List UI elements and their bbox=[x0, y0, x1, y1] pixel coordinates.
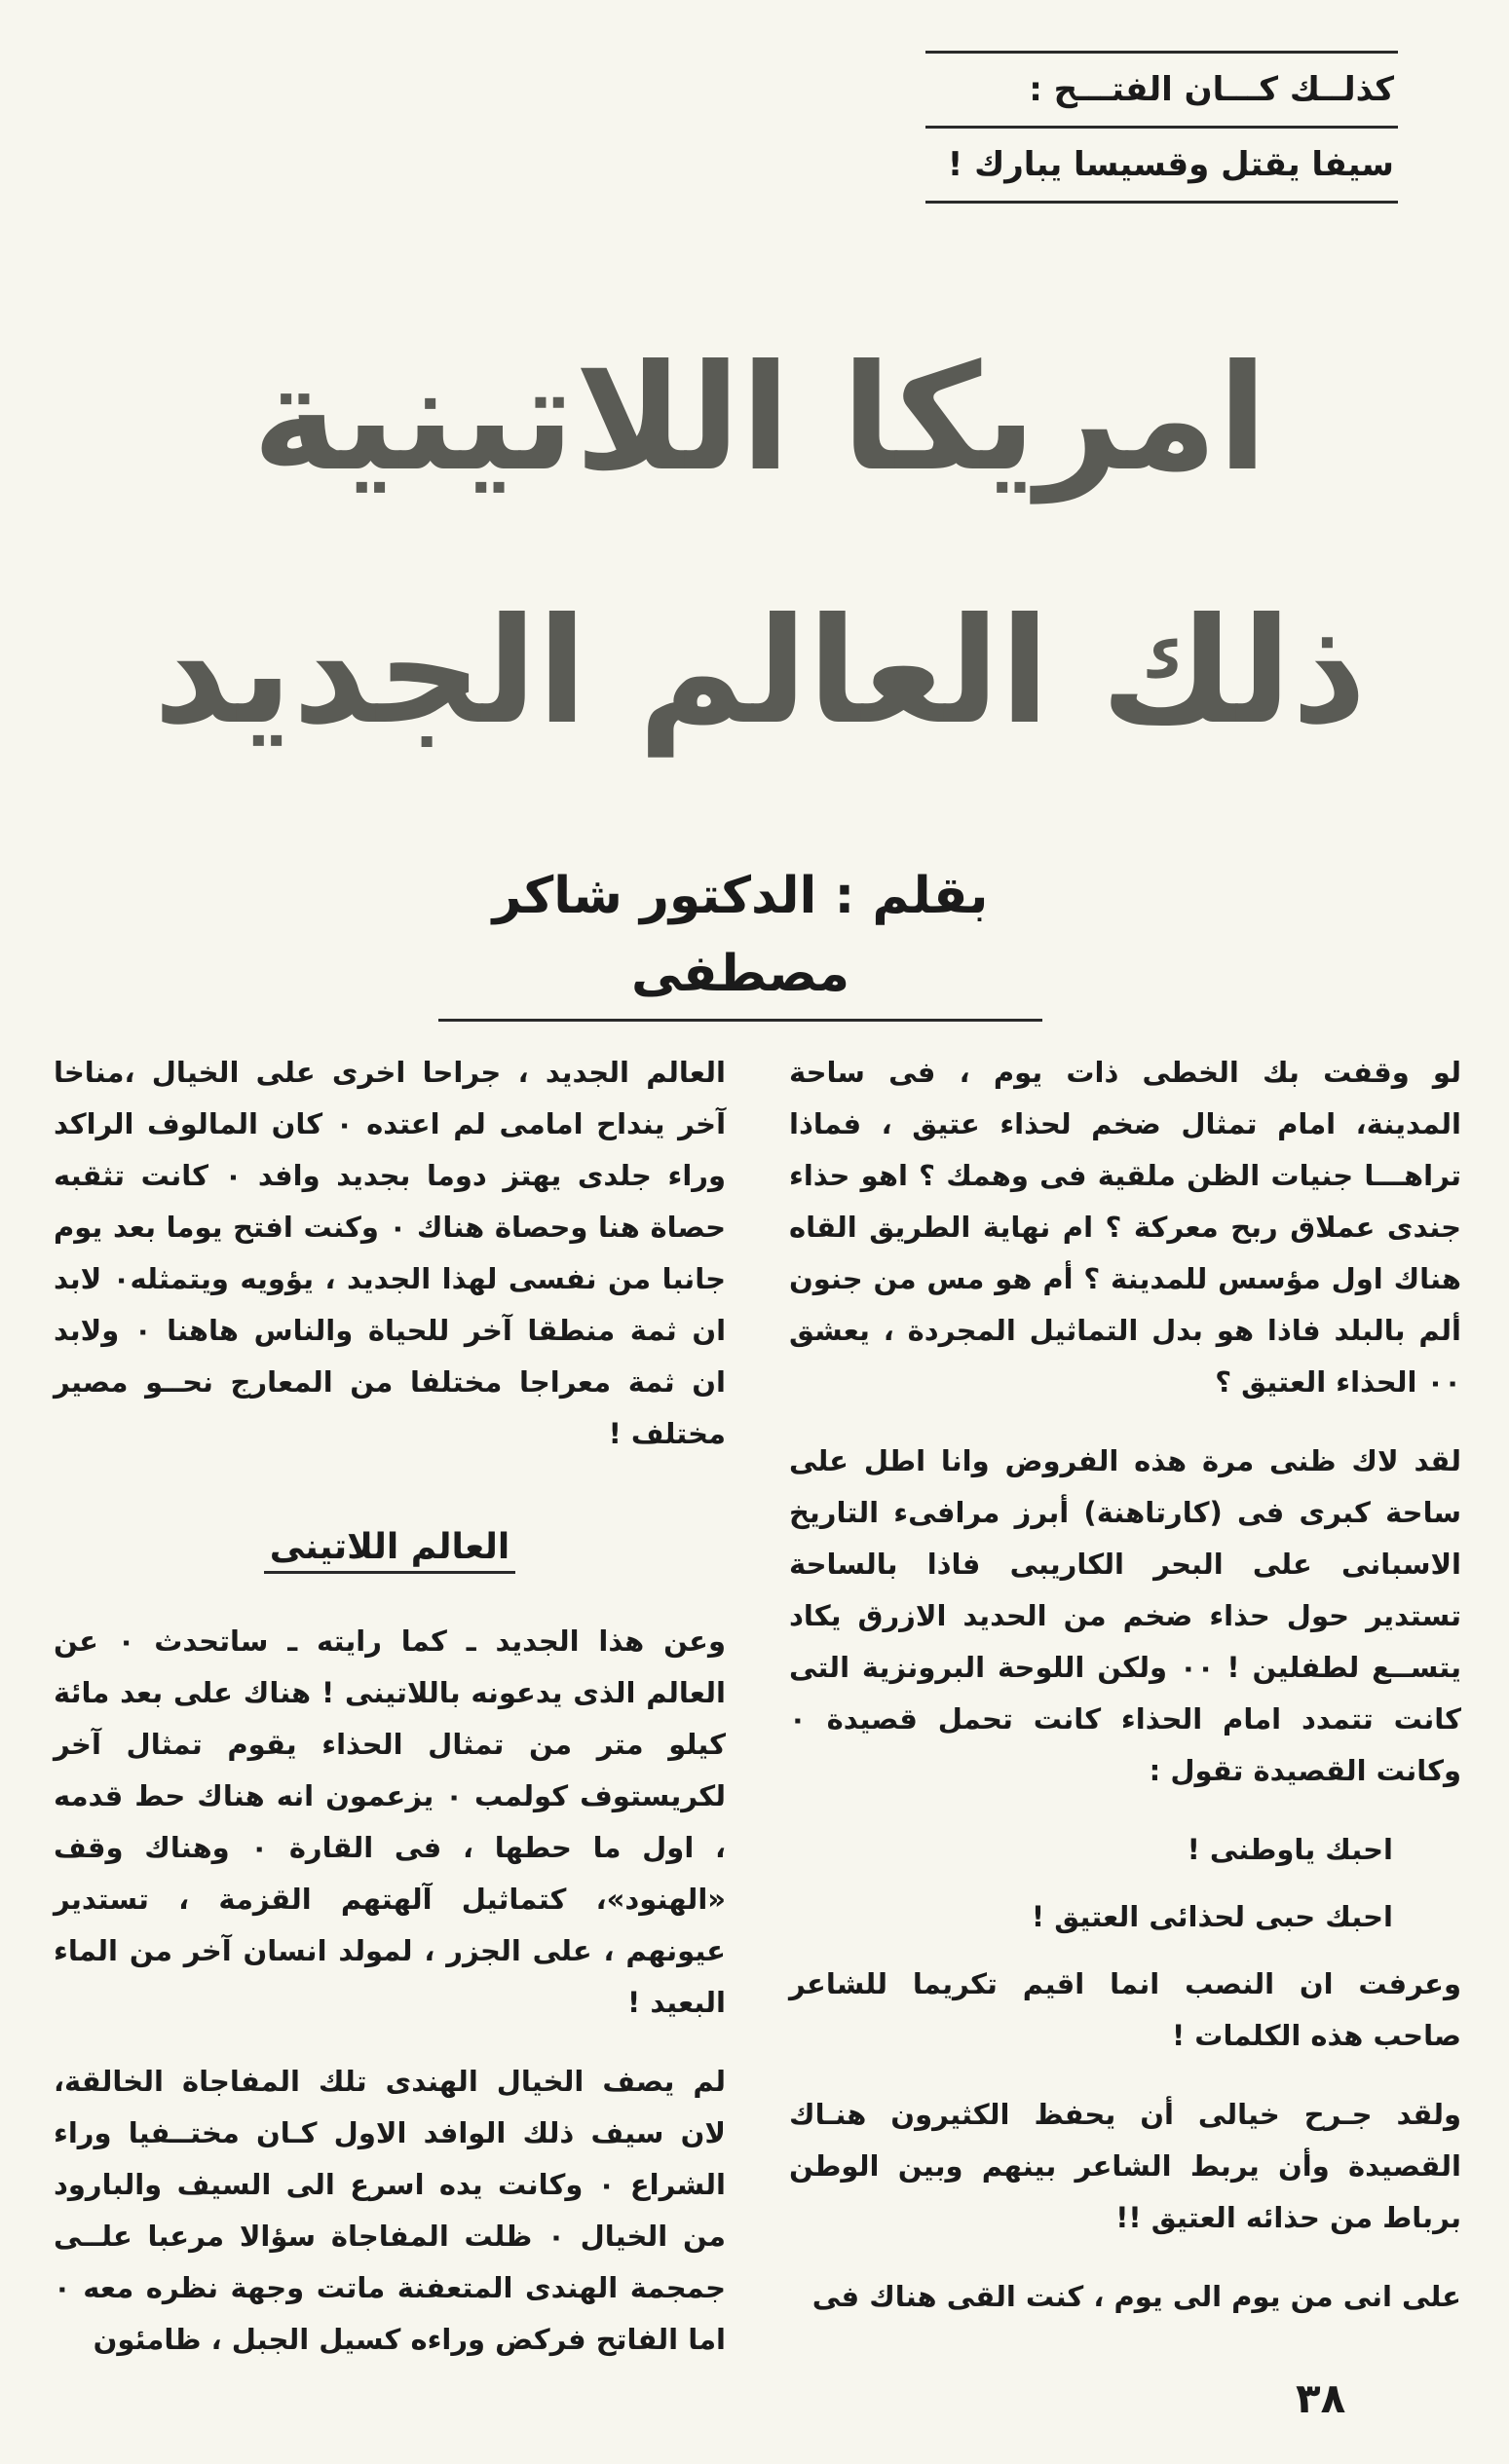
paragraph: وعرفت ان النصب انما اقيم تكريما للشاعر صاحب هذه الكلمات ! bbox=[789, 1967, 1461, 2052]
byline bbox=[429, 857, 1052, 1022]
headline-line-1: امريكا اللاتينية bbox=[251, 334, 1268, 504]
headline-line-2: ذلك العالم الجديد bbox=[153, 587, 1367, 757]
epigraph-bottom-rule bbox=[925, 201, 1398, 204]
poem-verse: احبك ياوطنى ! bbox=[1187, 1833, 1393, 1866]
right-column bbox=[789, 1047, 1461, 2350]
poem-verse: احبك حبى لحذائى العتيق ! bbox=[1031, 1900, 1393, 1933]
byline-underline bbox=[438, 1019, 1042, 1022]
article-headline bbox=[117, 292, 1403, 799]
epigraph-box bbox=[925, 51, 1398, 204]
section-subheading bbox=[54, 1518, 726, 1577]
paragraph: لقد لاك ظنى مرة هذه الفروض وانا اطل على ساحة كبرى فى (كارتاهنة) أبرز مرافىء التاريخ الاسبانى على البحر الكاريبى فاذا بالساحة تستدير حول حذاء ضخم من الحديد الازرق يكاد يتســع لطفلين ! ٠٠ ولكن اللوحة البرونزية التى كانت تتمدد امام الحذاء كانت تحمل قصيدة ٠ وكانت القصيدة تقول : bbox=[789, 1444, 1462, 1787]
page-number: ٣٨ bbox=[1296, 2374, 1346, 2422]
paragraph: لم يصف الخيال الهندى تلك المفاجاة الخالقة، لان سيف ذلك الوافد الاول كـان مختــفيا وراء الشراع ٠ وكانت يده اسرع الى السيف والبارود من الخيال ٠ ظلت المفاجاة سؤالا مرعبا علــى جمجمة الهندى المتعفنة ماتت وجهة نظره معه ٠ اما الفاتح فركض وراءه كسيل الجبل ، ظامئون bbox=[54, 2065, 726, 2356]
paragraph: لو وقفت بك الخطى ذات يوم ، فى ساحة المدينة، امام تمثال ضخم لحذاء عتيق ، فماذا تراهـــا جنيات الظن ملقية فى وهمك ؟ اهو حذاء جندى عملاق ربح معركة ؟ ام نهاية الطريق القاه هناك اول مؤسس للمدينة ؟ أم هو مس من جنون ألم بالبلد فاذا هو بدل التماثيل المجردة ، يعشق ٠٠ الحذاء العتيق ؟ bbox=[789, 1056, 1461, 1399]
paragraph: ولقد جـرح خيالى أن يحفظ الكثيرون هنـاك القصيدة وأن يربط الشاعر بينهم وبين الوطن برباط من حذائه العتيق !! bbox=[789, 2098, 1461, 2234]
byline-text: بقلم : الدكتور شاكر مصطفى bbox=[492, 867, 989, 1003]
left-column bbox=[54, 1047, 726, 2393]
subheading-text: العالم اللاتينى bbox=[264, 1527, 516, 1574]
paragraph: على انى من يوم الى يوم ، كنت القى هناك فى bbox=[811, 2280, 1461, 2313]
epigraph-line-1: كذلــك كـــان الفتـــح : bbox=[1029, 70, 1394, 109]
paragraph: العالم الجديد ، جراحا اخرى على الخيال ،مناخا آخر ينداح امامى لم اعتده ٠ كان المالوف الراكد وراء جلدى يهتز دوما بجديد وافد ٠ كانت تثقبه حصاة هنا وحصاة هناك ٠ وكنت افتح يوما بعد يوم جانبا من نفسى لهذا الجديد ، يؤويه ويتمثله٠ لابد ان ثمة منطقا آخر للحياة والناس هاهنا ٠ ولابد ان ثمة معراجا مختلفا من المعارج نحــو مصير مختلف ! bbox=[54, 1056, 727, 1450]
epigraph-line-2: سيفا يقتل وقسيسا يبارك ! bbox=[947, 145, 1394, 184]
paragraph: وعن هذا الجديد ـ كما رايته ـ ساتحدث ٠ عن العالم الذى يدعونه باللاتينى ! هناك على بعد مائة كيلو متر من تمثال الحذاء يقوم تمثال آخر لكريستوف كولمب ٠ يزعمون انه هناك حط قدمه ، اول ما حطها ، فى القارة ٠ وهناك وقف «الهنود»، كتماثيل آلهتهم القزمة ، تستدير عيونهم ، على الجزر ، لمولد انسان آخر من الماء البعيد ! bbox=[54, 1624, 726, 2019]
